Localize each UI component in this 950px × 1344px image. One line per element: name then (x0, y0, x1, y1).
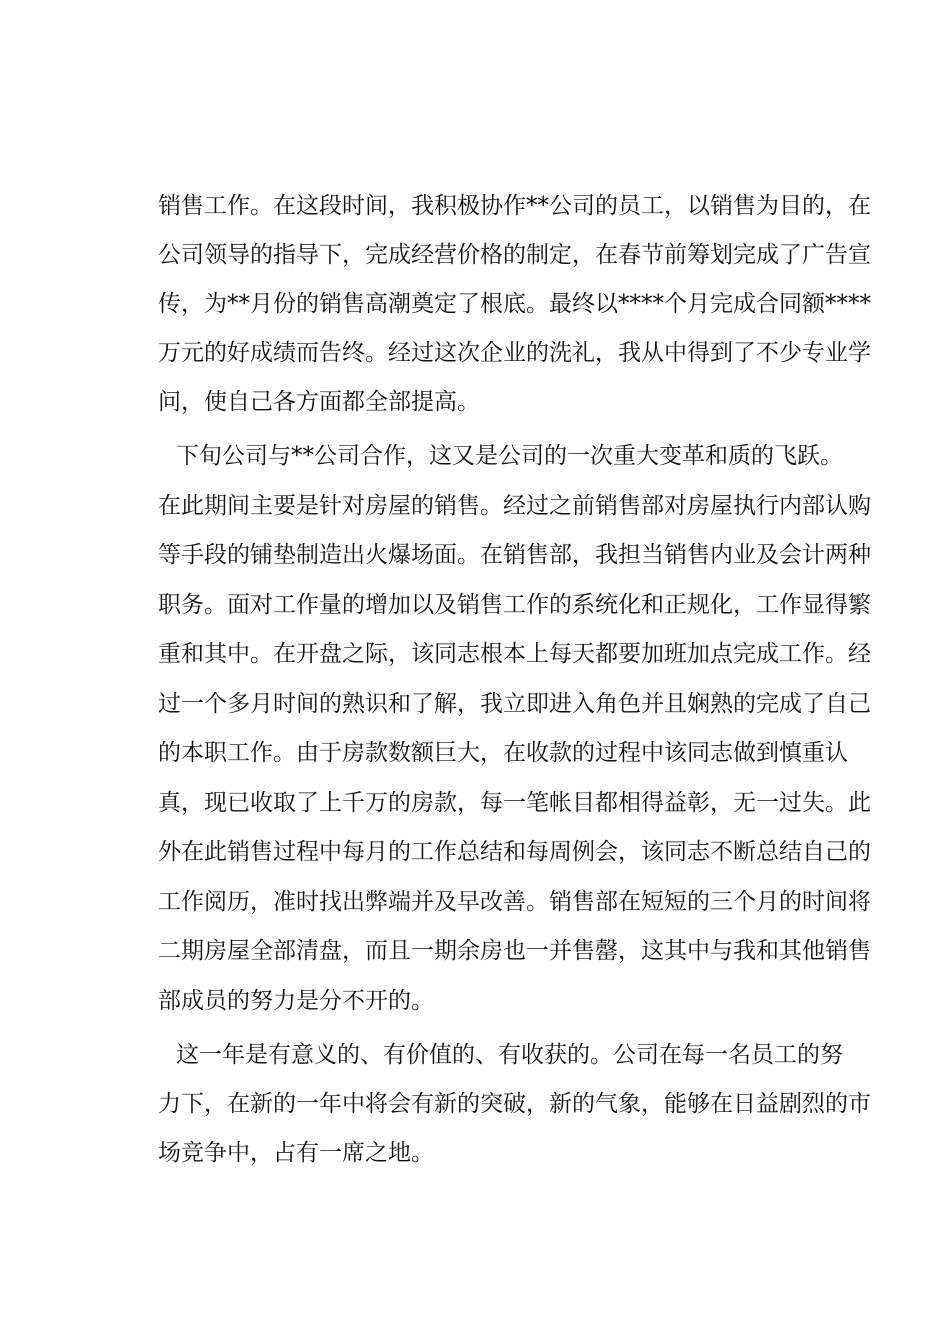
paragraph-2-line-1: 下旬公司与**公司合作，这又是公司的一次重大变革和质的飞跃。 (176, 443, 843, 469)
paragraph-2-line-4: 职务。面对工作量的增加以及销售工作的系统化和正规化，工作显得繁 (158, 592, 871, 618)
paragraph-2-line-11: 二期房屋全部清盘，而且一期余房也一并售罄，这其中与我和其他销售 (158, 938, 871, 964)
paragraph-3-line-2: 力下，在新的一年中将会有新的突破，新的气象，能够在日益剧烈的市 (158, 1091, 871, 1117)
paragraph-1-line-3: 传，为**月份的销售高潮奠定了根底。最终以****个月完成合同额**** (158, 291, 871, 317)
paragraph-2-line-12: 部成员的努力是分不开的。 (158, 988, 434, 1014)
paragraph-1-line-4: 万元的好成绩而告终。经过这次企业的洗礼，我从中得到了不少专业学 (158, 340, 871, 366)
paragraph-1-line-2: 公司领导的指导下，完成经营价格的制定，在春节前筹划完成了广告宣 (158, 242, 871, 268)
paragraph-2-line-5: 重和其中。在开盘之际，该同志根本上每天都要加班加点完成工作。经 (158, 641, 871, 667)
paragraph-1-line-5: 问，使自己各方面都全部提高。 (158, 389, 480, 415)
paragraph-2-line-7: 的本职工作。由于房款数额巨大，在收款的过程中该同志做到慎重认 (158, 740, 848, 766)
paragraph-2-line-8: 真，现已收取了上千万的房款，每一笔帐目都相得益彰，无一过失。此 (158, 790, 871, 816)
paragraph-2-line-6: 过一个多月时间的熟识和了解，我立即进入角色并且娴熟的完成了自己 (158, 691, 871, 717)
paragraph-2-line-3: 等手段的铺垫制造出火爆场面。在销售部，我担当销售内业及会计两种 (158, 542, 871, 568)
paragraph-2-line-2: 在此期间主要是针对房屋的销售。经过之前销售部对房屋执行内部认购 (158, 493, 871, 519)
paragraph-1-line-1: 销售工作。在这段时间，我积极协作**公司的员工，以销售为目的，在 (158, 193, 871, 219)
paragraph-3-line-1: 这一年是有意义的、有价值的、有收获的。公司在每一名员工的努 (176, 1042, 843, 1068)
paragraph-2-line-9: 外在此销售过程中每月的工作总结和每周例会，该同志不断总结自己的 (158, 839, 871, 865)
paragraph-3-line-3: 场竞争中，占有一席之地。 (158, 1140, 434, 1166)
paragraph-2-line-10: 工作阅历，准时找出弊端并及早改善。销售部在短短的三个月的时间将 (158, 889, 871, 915)
